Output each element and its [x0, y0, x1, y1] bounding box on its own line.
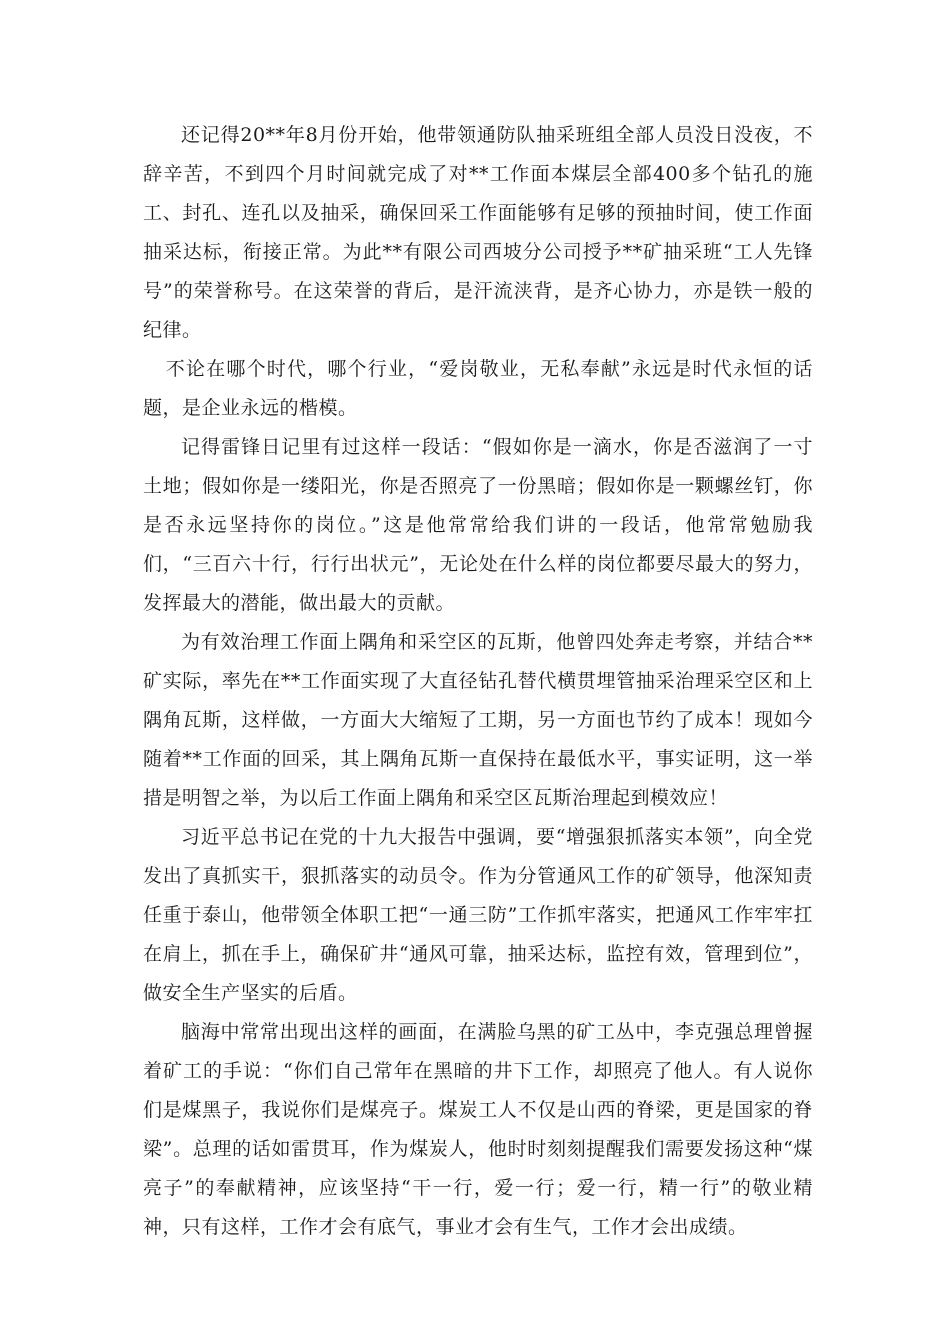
paragraph-5: 习近平总书记在党的十九大报告中强调，要“增强狠抓落实本领”，向全党发出了真抓实干，狠抓落实的动员令。作为分管通风工作的矿领导，他深知责任重于泰山，他带领全体职工把“一通三防”工作抓牢落实，把通风工作牢牢扛在肩上，抓在手上，确保矿井“通风可靠，抽采达标，监控有效，管理到位”，做安全生产坚实的后盾。: [143, 826, 813, 1004]
paragraph-6: 脑海中常常出现出这样的画面，在满脸乌黑的矿工丛中，李克强总理曾握着矿工的手说：“你们自己常年在黑暗的井下工作，却照亮了他人。有人说你们是煤黑子，我说你们是煤亮子。煤炭工人不仅是山西的脊梁，更是国家的脊梁”。总理的话如雷贯耳，作为煤炭人，他时时刻刻提醒我们需要发扬这种“煤亮子”的奉献精神，应该坚持“干一行，爱一行；爱一行，精一行”的敬业精神，只有这样，工作才会有底气，事业才会有生气，工作才会出成绩。: [143, 1021, 813, 1238]
paragraph-4: 为有效治理工作面上隅角和采空区的瓦斯，他曾四处奔走考察，并结合**矿实际，率先在**工作面实现了大直径钻孔替代横贯埋管抽采治理采空区和上隅角瓦斯，这样做，一方面大大缩短了工期，另一方面也节约了成本！现如今随着**工作面的回采，其上隅角瓦斯一直保持在最低水平，事实证明，这一举措是明智之举，为以后工作面上隅角和采空区瓦斯治理起到模效应！: [143, 631, 813, 809]
paragraph-1: 还记得20**年8月份开始，他带领通防队抽采班组全部人员没日没夜，不辞辛苦，不到四个月时间就完成了对**工作面本煤层全部400多个钻孔的施工、封孔、连孔以及抽采，确保回采工作面能够有足够的预抽时间，使工作面抽采达标，衔接正常。为此**有限公司西坡分公司授予**矿抽采班“工人先锋号”的荣誉称号。在这荣誉的背后，是汗流浃背，是齐心协力，亦是铁一般的纪律。: [143, 124, 813, 341]
paragraph-3: 记得雷锋日记里有过这样一段话：“假如你是一滴水，你是否滋润了一寸土地；假如你是一缕阳光，你是否照亮了一份黑暗；假如你是一颗螺丝钉，你是否永远坚持你的岗位。”这是他常常给我们讲的一段话，他常常勉励我们，“三百六十行，行行出状元”，无论处在什么样的岗位都要尽最大的努力，发挥最大的潜能，做出最大的贡献。: [143, 436, 813, 614]
document-body: [143, 116, 813, 1247]
paragraph-2: 不论在哪个时代，哪个行业，“爱岗敬业，无私奉献”永远是时代永恒的话题，是企业永远的楷模。: [143, 358, 813, 419]
